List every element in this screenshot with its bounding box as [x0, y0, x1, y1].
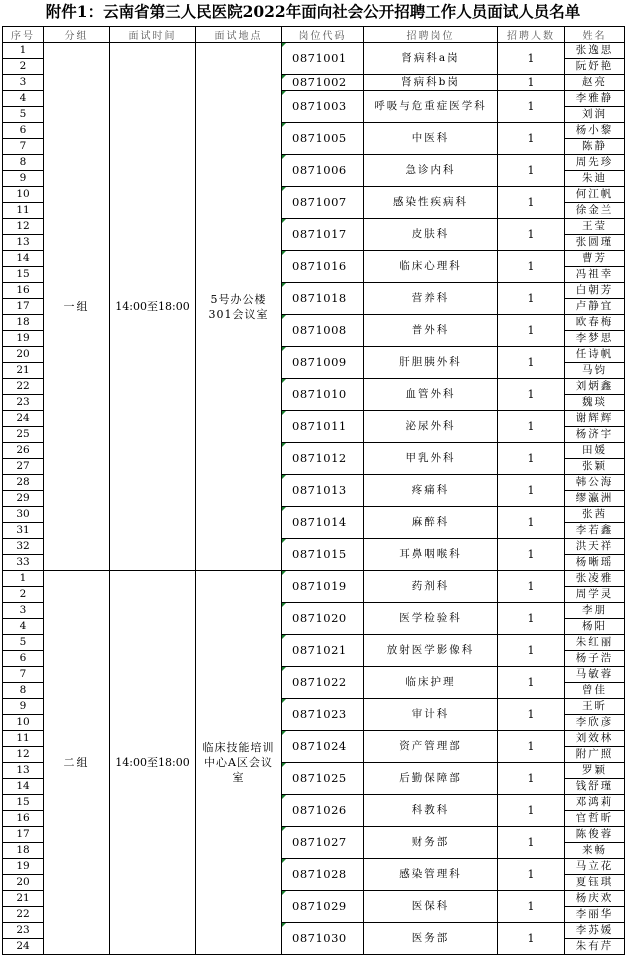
- seq-cell: 5: [3, 107, 44, 123]
- candidate-name-cell: 罗颖: [565, 763, 625, 779]
- candidate-name-cell: 张圆瑾: [565, 235, 625, 251]
- post-code-cell: 0871006: [282, 155, 364, 187]
- seq-cell: 32: [3, 539, 44, 555]
- seq-cell: 30: [3, 507, 44, 523]
- post-name-cell: 泌尿外科: [364, 411, 498, 443]
- group-cell: 二组: [44, 571, 110, 955]
- seq-cell: 33: [3, 555, 44, 571]
- seq-cell: 10: [3, 715, 44, 731]
- post-name-cell: 肝胆胰外科: [364, 347, 498, 379]
- seq-cell: 9: [3, 171, 44, 187]
- header-count: 招聘人数: [498, 27, 565, 43]
- candidate-name-cell: 杨阳: [565, 619, 625, 635]
- candidate-name-cell: 刘润: [565, 107, 625, 123]
- candidate-name-cell: 谢辉辉: [565, 411, 625, 427]
- post-count-cell: 1: [498, 635, 565, 667]
- post-name-cell: 临床心理科: [364, 251, 498, 283]
- post-name-cell: 耳鼻咽喉科: [364, 539, 498, 571]
- candidate-name-cell: 卢静宜: [565, 299, 625, 315]
- candidate-name-cell: 张茜: [565, 507, 625, 523]
- post-count-cell: 1: [498, 411, 565, 443]
- seq-cell: 21: [3, 891, 44, 907]
- seq-cell: 14: [3, 251, 44, 267]
- post-code-cell: 0871017: [282, 219, 364, 251]
- post-name-cell: 医学检验科: [364, 603, 498, 635]
- seq-cell: 10: [3, 187, 44, 203]
- post-code-cell: 0871003: [282, 91, 364, 123]
- seq-cell: 16: [3, 811, 44, 827]
- post-name-cell: 血管外科: [364, 379, 498, 411]
- candidate-name-cell: 赵亮: [565, 75, 625, 91]
- seq-cell: 26: [3, 443, 44, 459]
- seq-cell: 25: [3, 427, 44, 443]
- header-post: 招聘岗位: [364, 27, 498, 43]
- candidate-name-cell: 冯祖幸: [565, 267, 625, 283]
- seq-cell: 23: [3, 395, 44, 411]
- post-code-cell: 0871007: [282, 187, 364, 219]
- seq-cell: 6: [3, 123, 44, 139]
- post-code-cell: 0871030: [282, 923, 364, 955]
- candidate-name-cell: 李丽华: [565, 907, 625, 923]
- candidate-name-cell: 夏钰琪: [565, 875, 625, 891]
- post-count-cell: 1: [498, 475, 565, 507]
- candidate-name-cell: 田媛: [565, 443, 625, 459]
- candidate-name-cell: 马敏蓉: [565, 667, 625, 683]
- table-body: [3, 43, 625, 955]
- seq-cell: 6: [3, 651, 44, 667]
- seq-cell: 20: [3, 347, 44, 363]
- post-code-cell: 0871012: [282, 443, 364, 475]
- seq-cell: 2: [3, 59, 44, 75]
- post-code-cell: 0871022: [282, 667, 364, 699]
- candidate-name-cell: 李雅静: [565, 91, 625, 107]
- seq-cell: 11: [3, 203, 44, 219]
- candidate-name-cell: 李苏媛: [565, 923, 625, 939]
- candidate-name-cell: 钱舒瑾: [565, 779, 625, 795]
- candidate-name-cell: 杨晰瑶: [565, 555, 625, 571]
- post-name-cell: 疼痛科: [364, 475, 498, 507]
- post-code-cell: 0871005: [282, 123, 364, 155]
- header-name: 姓名: [565, 27, 625, 43]
- post-count-cell: 1: [498, 187, 565, 219]
- seq-cell: 15: [3, 267, 44, 283]
- candidate-name-cell: 李朋: [565, 603, 625, 619]
- post-code-cell: 0871011: [282, 411, 364, 443]
- post-count-cell: 1: [498, 443, 565, 475]
- seq-cell: 20: [3, 875, 44, 891]
- seq-cell: 3: [3, 75, 44, 91]
- seq-cell: 14: [3, 779, 44, 795]
- candidate-name-cell: 陈静: [565, 139, 625, 155]
- seq-cell: 4: [3, 91, 44, 107]
- candidate-name-cell: 曾佳: [565, 683, 625, 699]
- seq-cell: 19: [3, 859, 44, 875]
- post-code-cell: 0871020: [282, 603, 364, 635]
- post-name-cell: 审计科: [364, 699, 498, 731]
- seq-cell: 12: [3, 747, 44, 763]
- post-code-cell: 0871002: [282, 75, 364, 91]
- post-count-cell: 1: [498, 251, 565, 283]
- candidate-name-cell: 缪瀛洲: [565, 491, 625, 507]
- candidate-name-cell: 徐金兰: [565, 203, 625, 219]
- candidate-name-cell: 韩公海: [565, 475, 625, 491]
- seq-cell: 2: [3, 587, 44, 603]
- candidate-name-cell: 张逸思: [565, 43, 625, 59]
- seq-cell: 22: [3, 907, 44, 923]
- post-code-cell: 0871014: [282, 507, 364, 539]
- post-count-cell: 1: [498, 699, 565, 731]
- seq-cell: 22: [3, 379, 44, 395]
- seq-cell: 21: [3, 363, 44, 379]
- header-row: [3, 27, 625, 43]
- candidate-name-cell: 张凌雅: [565, 571, 625, 587]
- seq-cell: 27: [3, 459, 44, 475]
- post-code-cell: 0871028: [282, 859, 364, 891]
- seq-cell: 12: [3, 219, 44, 235]
- seq-cell: 13: [3, 235, 44, 251]
- post-name-cell: 医务部: [364, 923, 498, 955]
- post-count-cell: 1: [498, 923, 565, 955]
- post-code-cell: 0871026: [282, 795, 364, 827]
- post-name-cell: 药剂科: [364, 571, 498, 603]
- post-code-cell: 0871010: [282, 379, 364, 411]
- candidate-name-cell: 杨子浩: [565, 651, 625, 667]
- seq-cell: 7: [3, 139, 44, 155]
- post-count-cell: 1: [498, 123, 565, 155]
- seq-cell: 13: [3, 763, 44, 779]
- candidate-name-cell: 附广照: [565, 747, 625, 763]
- seq-cell: 29: [3, 491, 44, 507]
- candidate-name-cell: 马钧: [565, 363, 625, 379]
- seq-cell: 1: [3, 43, 44, 59]
- seq-cell: 9: [3, 699, 44, 715]
- candidate-name-cell: 阮妤艳: [565, 59, 625, 75]
- candidate-name-cell: 白朝芳: [565, 283, 625, 299]
- seq-cell: 5: [3, 635, 44, 651]
- post-count-cell: 1: [498, 827, 565, 859]
- post-name-cell: 临床护理: [364, 667, 498, 699]
- post-code-cell: 0871009: [282, 347, 364, 379]
- candidate-name-cell: 陈俊蓉: [565, 827, 625, 843]
- post-name-cell: 放射医学影像科: [364, 635, 498, 667]
- post-code-cell: 0871027: [282, 827, 364, 859]
- post-code-cell: 0871008: [282, 315, 364, 347]
- candidate-name-cell: 刘炳鑫: [565, 379, 625, 395]
- post-count-cell: 1: [498, 155, 565, 187]
- candidate-name-cell: 杨济宇: [565, 427, 625, 443]
- post-count-cell: 1: [498, 571, 565, 603]
- post-count-cell: 1: [498, 347, 565, 379]
- seq-cell: 4: [3, 619, 44, 635]
- candidate-name-cell: 刘效林: [565, 731, 625, 747]
- post-count-cell: 1: [498, 315, 565, 347]
- candidate-name-cell: 马立花: [565, 859, 625, 875]
- candidate-name-cell: 朱红丽: [565, 635, 625, 651]
- post-code-cell: 0871018: [282, 283, 364, 315]
- candidate-name-cell: 张颖: [565, 459, 625, 475]
- seq-cell: 8: [3, 683, 44, 699]
- candidate-name-cell: 曹芳: [565, 251, 625, 267]
- page-title: 附件1：云南省第三人民医院2022年面向社会公开招聘工作人员面试人员名单: [45, 2, 581, 21]
- candidate-name-cell: 官哲昕: [565, 811, 625, 827]
- candidate-name-cell: 朱迪: [565, 171, 625, 187]
- seq-cell: 8: [3, 155, 44, 171]
- candidate-name-cell: 邓鸿莉: [565, 795, 625, 811]
- post-name-cell: 医保科: [364, 891, 498, 923]
- header-group: 分组: [44, 27, 110, 43]
- post-name-cell: 普外科: [364, 315, 498, 347]
- seq-cell: 3: [3, 603, 44, 619]
- post-code-cell: 0871013: [282, 475, 364, 507]
- post-count-cell: 1: [498, 891, 565, 923]
- post-count-cell: 1: [498, 667, 565, 699]
- candidate-name-cell: 王昕: [565, 699, 625, 715]
- post-count-cell: 1: [498, 731, 565, 763]
- post-code-cell: 0871023: [282, 699, 364, 731]
- seq-cell: 17: [3, 299, 44, 315]
- candidate-name-cell: 杨庆欢: [565, 891, 625, 907]
- candidate-name-cell: 洪天祥: [565, 539, 625, 555]
- post-count-cell: 1: [498, 219, 565, 251]
- header-location: 面试地点: [196, 27, 282, 43]
- post-name-cell: 皮肤科: [364, 219, 498, 251]
- post-count-cell: 1: [498, 763, 565, 795]
- post-name-cell: 后勤保障部: [364, 763, 498, 795]
- post-name-cell: 财务部: [364, 827, 498, 859]
- location-cell: 临床技能培训中心A区会议室: [196, 571, 282, 955]
- seq-cell: 24: [3, 939, 44, 955]
- seq-cell: 16: [3, 283, 44, 299]
- candidate-name-cell: 朱有芹: [565, 939, 625, 955]
- header-time: 面试时间: [110, 27, 196, 43]
- post-count-cell: 1: [498, 603, 565, 635]
- post-code-cell: 0871001: [282, 43, 364, 75]
- candidate-name-cell: 李欣彦: [565, 715, 625, 731]
- seq-cell: 24: [3, 411, 44, 427]
- table-row: [3, 43, 625, 59]
- post-count-cell: 1: [498, 379, 565, 411]
- time-cell: 14:00至18:00: [110, 43, 196, 571]
- post-name-cell: 麻醉科: [364, 507, 498, 539]
- seq-cell: 28: [3, 475, 44, 491]
- post-code-cell: 0871016: [282, 251, 364, 283]
- candidate-name-cell: 欧春梅: [565, 315, 625, 331]
- candidate-name-cell: 何江帆: [565, 187, 625, 203]
- post-count-cell: 1: [498, 795, 565, 827]
- seq-cell: 15: [3, 795, 44, 811]
- table-row: [3, 571, 625, 587]
- group-cell: 一组: [44, 43, 110, 571]
- candidate-name-cell: 王莹: [565, 219, 625, 235]
- candidate-name-cell: 周学灵: [565, 587, 625, 603]
- seq-cell: 31: [3, 523, 44, 539]
- post-code-cell: 0871015: [282, 539, 364, 571]
- post-count-cell: 1: [498, 91, 565, 123]
- seq-cell: 1: [3, 571, 44, 587]
- post-code-cell: 0871025: [282, 763, 364, 795]
- post-code-cell: 0871021: [282, 635, 364, 667]
- seq-cell: 11: [3, 731, 44, 747]
- post-count-cell: 1: [498, 43, 565, 75]
- post-name-cell: 营养科: [364, 283, 498, 315]
- candidate-name-cell: 周先珍: [565, 155, 625, 171]
- time-cell: 14:00至18:00: [110, 571, 196, 955]
- post-count-cell: 1: [498, 75, 565, 91]
- post-count-cell: 1: [498, 507, 565, 539]
- seq-cell: 7: [3, 667, 44, 683]
- post-count-cell: 1: [498, 283, 565, 315]
- post-name-cell: 肾病科a岗: [364, 43, 498, 75]
- seq-cell: 18: [3, 843, 44, 859]
- post-count-cell: 1: [498, 539, 565, 571]
- post-name-cell: 甲乳外科: [364, 443, 498, 475]
- seq-cell: 19: [3, 331, 44, 347]
- post-count-cell: 1: [498, 859, 565, 891]
- post-name-cell: 感染管理科: [364, 859, 498, 891]
- seq-cell: 18: [3, 315, 44, 331]
- post-name-cell: 呼吸与危重症医学科: [364, 91, 498, 123]
- post-name-cell: 资产管理部: [364, 731, 498, 763]
- header-seq: 序号: [3, 27, 44, 43]
- candidate-name-cell: 魏琰: [565, 395, 625, 411]
- post-name-cell: 中医科: [364, 123, 498, 155]
- post-code-cell: 0871024: [282, 731, 364, 763]
- header-code: 岗位代码: [282, 27, 364, 43]
- candidate-name-cell: 李若鑫: [565, 523, 625, 539]
- candidate-name-cell: 任诗帆: [565, 347, 625, 363]
- post-code-cell: 0871029: [282, 891, 364, 923]
- post-name-cell: 急诊内科: [364, 155, 498, 187]
- post-name-cell: 感染性疾病科: [364, 187, 498, 219]
- candidate-name-cell: 来畅: [565, 843, 625, 859]
- candidate-name-cell: 李梦思: [565, 331, 625, 347]
- seq-cell: 17: [3, 827, 44, 843]
- seq-cell: 23: [3, 923, 44, 939]
- location-cell: 5号办公楼301会议室: [196, 43, 282, 571]
- post-name-cell: 科教科: [364, 795, 498, 827]
- post-name-cell: 肾病科b岗: [364, 75, 498, 91]
- candidate-name-cell: 杨小黎: [565, 123, 625, 139]
- post-code-cell: 0871019: [282, 571, 364, 603]
- interview-list-table: [2, 26, 624, 954]
